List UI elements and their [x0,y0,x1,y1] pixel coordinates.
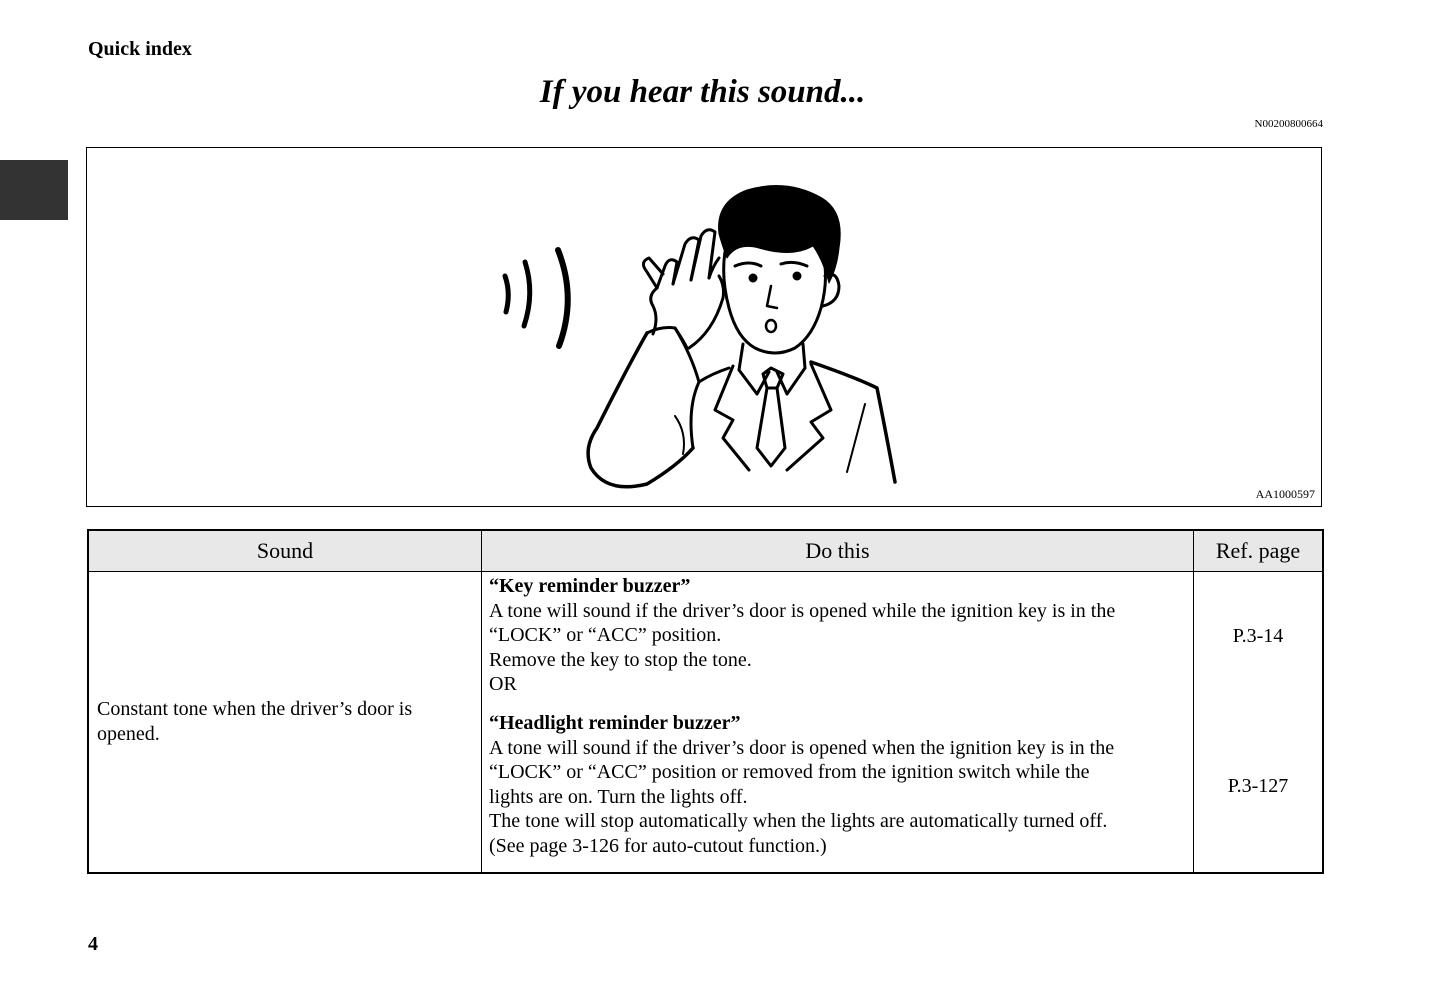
ref-page-cell [1194,572,1324,874]
sound-table [87,529,1324,874]
document-code: N00200800664 [1254,118,1323,130]
person-listening-icon [87,148,1320,505]
section-tab-marker [0,160,68,220]
sound-description: Constant tone when the driver’s door is opened. [88,572,482,874]
key-reminder-line: “LOCK” or “ACC” position. [489,624,722,647]
table-row [88,572,1323,874]
ref-page-headlight-reminder: P.3-127 [1227,775,1289,797]
header-ref-page: Ref. page [1194,530,1324,572]
header-do-this: Do this [482,530,1194,572]
headlight-reminder-line: The tone will stop automatically when the lights are automatically turned off. [489,810,1108,833]
key-reminder-line: Remove the key to stop the tone. [489,648,752,671]
ref-page-key-reminder: P.3-14 [1232,625,1284,647]
key-reminder-line: OR [489,673,517,696]
header-sound: Sound [88,530,482,572]
page-number: 4 [88,933,98,955]
key-reminder-heading: “Key reminder buzzer” [489,575,691,597]
table-header-row [88,530,1323,572]
headlight-reminder-line: “LOCK” or “ACC” position or removed from the ignition switch while the [489,761,1090,784]
section-label: Quick index [88,38,192,60]
headlight-reminder-line: A tone will sound if the driver’s door is opened when the ignition key is in the [489,736,1115,759]
illustration-frame [86,147,1322,507]
do-this-cell [482,572,1194,874]
headlight-reminder-heading: “Headlight reminder buzzer” [489,711,741,734]
illustration-code: AA1000597 [1255,487,1315,501]
key-reminder-block [482,572,1193,697]
page-title: If you hear this sound... [539,74,866,110]
headlight-reminder-line: (See page 3-126 for auto-cutout function.) [489,834,827,857]
key-reminder-line: A tone will sound if the driver’s door is opened while the ignition key is in the [489,599,1116,622]
headlight-reminder-line: lights are on. Turn the lights off. [489,785,748,808]
headlight-reminder-block [482,709,1193,865]
